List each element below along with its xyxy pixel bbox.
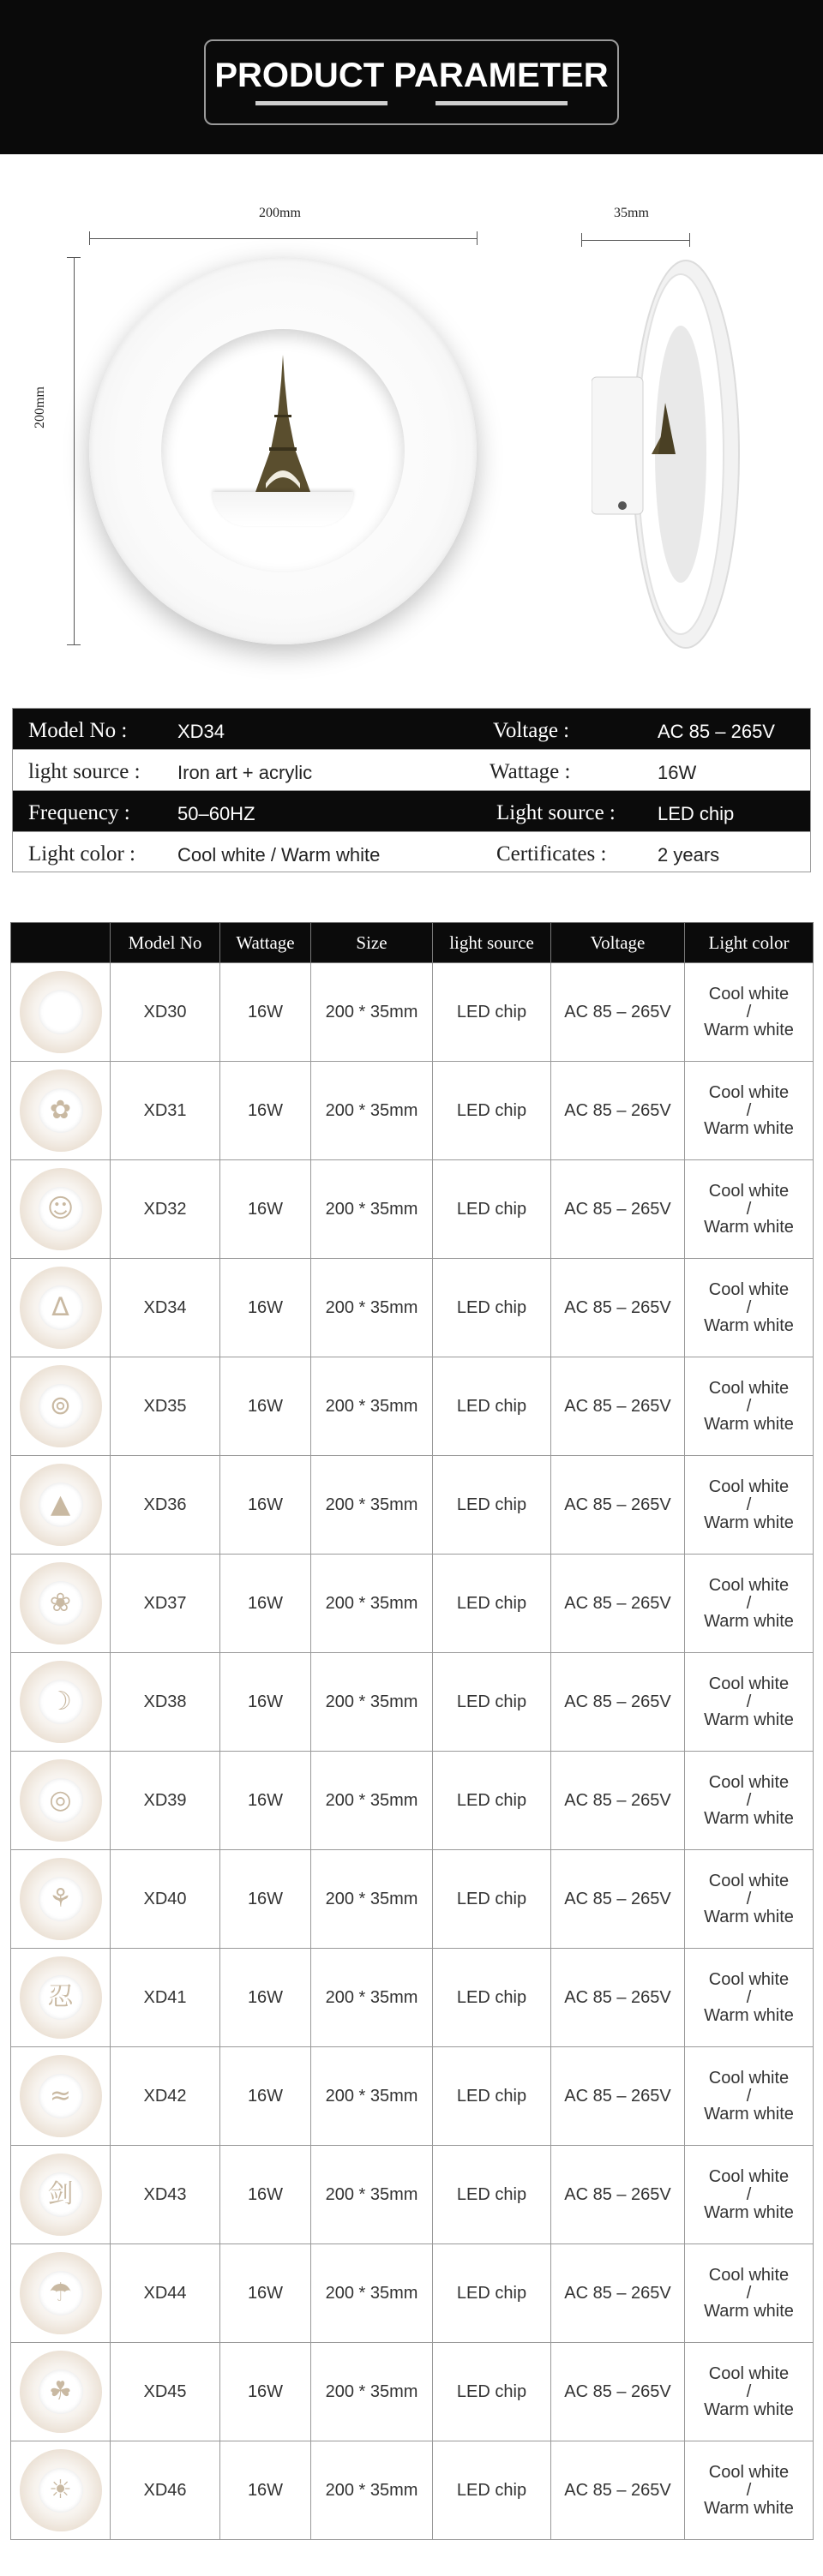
product-thumbnail-cell	[11, 963, 111, 1062]
light-color-bottom: Warm white	[704, 1513, 794, 1532]
wattage-cell: 16W	[220, 1653, 311, 1752]
light-color-bottom: Warm white	[704, 2202, 794, 2222]
voltage-cell: AC 85 – 265V	[551, 1259, 685, 1357]
table-header-row	[11, 923, 814, 963]
light-color-cell	[685, 1850, 814, 1949]
wattage-cell: 16W	[220, 1357, 311, 1456]
eiffel-tower-icon: ∆	[39, 1285, 83, 1330]
light-color-top: Cool white	[708, 1181, 790, 1201]
spec-value: XD34	[177, 721, 225, 742]
size-cell: 200 * 35mm	[311, 1555, 433, 1653]
column-header-voltage: Voltage	[551, 923, 685, 963]
height-tick-bottom	[67, 644, 81, 645]
size-cell: 200 * 35mm	[311, 2146, 433, 2244]
product-thumbnail	[20, 971, 102, 1053]
product-thumbnail-cell	[11, 1949, 111, 2047]
product-thumbnail	[20, 2351, 102, 2433]
table-row	[11, 2244, 814, 2343]
light-color-cell	[685, 1160, 814, 1259]
light-color-separator: /	[746, 1889, 752, 1908]
size-cell: 200 * 35mm	[311, 1259, 433, 1357]
light-color-cell	[685, 1062, 814, 1160]
product-thumbnail-cell	[11, 1653, 111, 1752]
spec-label: Frequency :	[28, 801, 130, 824]
column-header-wattage: Wattage	[220, 923, 311, 963]
plain-circle-icon	[39, 990, 83, 1034]
product-thumbnail-cell	[11, 1357, 111, 1456]
voltage-cell: AC 85 – 265V	[551, 1357, 685, 1456]
light-color-separator: /	[746, 1495, 752, 1514]
depth-dimension-line	[581, 240, 689, 241]
size-cell: 200 * 35mm	[311, 963, 433, 1062]
light-color-top: Cool white	[708, 1772, 790, 1792]
light-source-cell: LED chip	[433, 1259, 551, 1357]
spec-value: 16W	[658, 762, 697, 783]
voltage-cell: AC 85 – 265V	[551, 1752, 685, 1850]
wattage-cell: 16W	[220, 1752, 311, 1850]
light-color-cell	[685, 1456, 814, 1555]
light-color-top: Cool white	[708, 1477, 790, 1496]
width-tick-left	[89, 231, 90, 245]
light-color-separator: /	[746, 1100, 752, 1120]
height-dimension-label: 200mm	[33, 386, 47, 428]
depth-tick-right	[689, 233, 690, 247]
table-row	[11, 1456, 814, 1555]
light-color-top: Cool white	[708, 1378, 790, 1398]
wattage-cell: 16W	[220, 1160, 311, 1259]
model-cell: XD35	[111, 1357, 220, 1456]
spec-label: Voltage :	[493, 719, 570, 742]
spec-label: Model No :	[28, 719, 128, 742]
wattage-cell: 16W	[220, 1062, 311, 1160]
smiley-icon: ☺	[39, 1187, 83, 1231]
product-thumbnail-cell	[11, 1850, 111, 1949]
model-cell: XD40	[111, 1850, 220, 1949]
light-color-top: Cool white	[708, 1082, 790, 1102]
light-color-separator: /	[746, 1593, 752, 1613]
light-color-separator: /	[746, 2480, 752, 2500]
voltage-cell: AC 85 – 265V	[551, 1653, 685, 1752]
wattage-cell: 16W	[220, 1850, 311, 1949]
product-thumbnail	[20, 1858, 102, 1940]
table-row	[11, 1555, 814, 1653]
table-row	[11, 2047, 814, 2146]
light-source-cell: LED chip	[433, 1555, 551, 1653]
voltage-cell: AC 85 – 265V	[551, 1062, 685, 1160]
light-source-cell: LED chip	[433, 1850, 551, 1949]
depth-dimension-label: 35mm	[614, 206, 649, 220]
spec-value: Cool white / Warm white	[177, 844, 381, 866]
light-color-top: Cool white	[708, 2363, 790, 2383]
width-dimension-label: 200mm	[259, 206, 301, 220]
height-dimension-line	[74, 257, 75, 644]
product-thumbnail	[20, 1759, 102, 1842]
light-color-separator: /	[746, 1297, 752, 1317]
light-color-top: Cool white	[708, 1969, 790, 1989]
table-row	[11, 2343, 814, 2441]
light-color-bottom: Warm white	[704, 1611, 794, 1631]
light-color-separator: /	[746, 2184, 752, 2204]
header-banner	[0, 0, 823, 154]
light-color-bottom: Warm white	[704, 2399, 794, 2419]
product-table-body	[11, 963, 814, 2540]
light-color-top: Cool white	[708, 984, 790, 1003]
wattage-cell: 16W	[220, 1949, 311, 2047]
light-source-cell: LED chip	[433, 2244, 551, 2343]
light-source-cell: LED chip	[433, 1949, 551, 2047]
table-row	[11, 2146, 814, 2244]
model-cell: XD31	[111, 1062, 220, 1160]
spec-row	[12, 790, 811, 831]
table-row	[11, 1160, 814, 1259]
wattage-cell: 16W	[220, 1259, 311, 1357]
wattage-cell: 16W	[220, 1456, 311, 1555]
table-row	[11, 1653, 814, 1752]
light-color-cell	[685, 2047, 814, 2146]
waves-icon: ≈	[39, 2074, 83, 2118]
spec-row	[12, 831, 811, 872]
column-header-light-color: Light color	[685, 923, 814, 963]
light-source-cell: LED chip	[433, 1752, 551, 1850]
flower-icon: ✿	[39, 1088, 83, 1133]
product-model-table	[10, 922, 814, 2540]
model-cell: XD41	[111, 1949, 220, 2047]
light-source-cell: LED chip	[433, 1456, 551, 1555]
lamp-shelf	[213, 492, 353, 526]
light-color-cell	[685, 963, 814, 1062]
spec-value: Iron art + acrylic	[177, 762, 313, 783]
light-color-bottom: Warm white	[704, 2301, 794, 2321]
product-thumbnail	[20, 1956, 102, 2039]
voltage-cell: AC 85 – 265V	[551, 1949, 685, 2047]
light-color-bottom: Warm white	[704, 1020, 794, 1039]
voltage-cell: AC 85 – 265V	[551, 1555, 685, 1653]
size-cell: 200 * 35mm	[311, 1160, 433, 1259]
moon-icon: ☽	[39, 1680, 83, 1724]
light-color-bottom: Warm white	[704, 1808, 794, 1828]
product-thumbnail-cell	[11, 2441, 111, 2540]
banner-underline-right	[436, 101, 568, 105]
light-color-separator: /	[746, 1199, 752, 1219]
light-color-cell	[685, 1653, 814, 1752]
light-color-top: Cool white	[708, 1279, 790, 1299]
banner-underline-left	[255, 101, 387, 105]
light-color-bottom: Warm white	[704, 1118, 794, 1138]
table-row	[11, 1062, 814, 1160]
light-color-top: Cool white	[708, 2265, 790, 2285]
spec-row	[12, 749, 811, 790]
light-color-separator: /	[746, 1396, 752, 1416]
voltage-cell: AC 85 – 265V	[551, 2441, 685, 2540]
light-color-separator: /	[746, 1987, 752, 2007]
light-color-top: Cool white	[708, 2068, 790, 2088]
leaf-icon: ❀	[39, 1581, 83, 1626]
wattage-cell: 16W	[220, 1555, 311, 1653]
product-thumbnail	[20, 2252, 102, 2334]
light-color-top: Cool white	[708, 1871, 790, 1890]
voltage-cell: AC 85 – 265V	[551, 2146, 685, 2244]
product-thumbnail	[20, 1365, 102, 1447]
size-cell: 200 * 35mm	[311, 1653, 433, 1752]
model-cell: XD39	[111, 1752, 220, 1850]
light-color-bottom: Warm white	[704, 1710, 794, 1729]
light-color-top: Cool white	[708, 2166, 790, 2186]
spec-label: Wattage :	[490, 760, 571, 783]
light-color-top: Cool white	[708, 2462, 790, 2482]
product-thumbnail-cell	[11, 1555, 111, 1653]
page-title: PRODUCT PARAMETER	[214, 57, 609, 94]
model-cell: XD30	[111, 963, 220, 1062]
table-row	[11, 1752, 814, 1850]
light-source-cell: LED chip	[433, 2343, 551, 2441]
light-color-separator: /	[746, 2086, 752, 2106]
model-cell: XD38	[111, 1653, 220, 1752]
light-color-cell	[685, 2244, 814, 2343]
product-thumbnail-cell	[11, 1062, 111, 1160]
light-source-cell: LED chip	[433, 2441, 551, 2540]
spec-value: LED chip	[658, 803, 735, 824]
product-thumbnail-cell	[11, 2244, 111, 2343]
column-header-size: Size	[311, 923, 433, 963]
product-thumbnail-cell	[11, 1456, 111, 1555]
model-cell: XD44	[111, 2244, 220, 2343]
spec-label: Light source :	[496, 801, 616, 824]
model-cell: XD45	[111, 2343, 220, 2441]
size-cell: 200 * 35mm	[311, 1752, 433, 1850]
voltage-cell: AC 85 – 265V	[551, 1850, 685, 1949]
light-color-bottom: Warm white	[704, 1414, 794, 1434]
product-thumbnail-cell	[11, 1160, 111, 1259]
lamp-inner-ring	[161, 329, 405, 572]
lamp-front-view	[89, 257, 477, 644]
product-thumbnail-cell	[11, 2146, 111, 2244]
product-thumbnail-cell	[11, 1752, 111, 1850]
light-color-cell	[685, 1259, 814, 1357]
light-source-cell: LED chip	[433, 1357, 551, 1456]
size-cell: 200 * 35mm	[311, 1949, 433, 2047]
voltage-cell: AC 85 – 265V	[551, 2343, 685, 2441]
product-thumbnail	[20, 1562, 102, 1644]
light-source-cell: LED chip	[433, 2047, 551, 2146]
light-color-top: Cool white	[708, 1575, 790, 1595]
light-source-cell: LED chip	[433, 2146, 551, 2244]
wattage-cell: 16W	[220, 963, 311, 1062]
spec-row	[12, 708, 811, 749]
light-color-bottom: Warm white	[704, 1907, 794, 1926]
model-cell: XD43	[111, 2146, 220, 2244]
banner-frame	[204, 39, 619, 125]
wattage-cell: 16W	[220, 2146, 311, 2244]
light-color-cell	[685, 1555, 814, 1653]
spec-value: 2 years	[658, 844, 720, 866]
spec-label: Certificates :	[496, 842, 607, 866]
light-color-top: Cool white	[708, 1674, 790, 1693]
height-tick-top	[67, 257, 81, 258]
product-thumbnail	[20, 1168, 102, 1250]
product-thumbnail	[20, 2449, 102, 2531]
product-thumbnail	[20, 1464, 102, 1546]
light-color-cell	[685, 2441, 814, 2540]
light-color-separator: /	[746, 2283, 752, 2303]
table-row	[11, 1259, 814, 1357]
table-row	[11, 1357, 814, 1456]
wattage-cell: 16W	[220, 2047, 311, 2146]
size-cell: 200 * 35mm	[311, 2244, 433, 2343]
table-row	[11, 963, 814, 1062]
voltage-cell: AC 85 – 265V	[551, 963, 685, 1062]
size-cell: 200 * 35mm	[311, 2441, 433, 2540]
chinese-character-ren-icon: 忍	[39, 1975, 83, 2020]
table-row	[11, 1949, 814, 2047]
depth-tick-left	[581, 233, 582, 247]
pyramid-icon: ▲	[39, 1483, 83, 1527]
model-cell: XD34	[111, 1259, 220, 1357]
light-color-cell	[685, 1752, 814, 1850]
size-cell: 200 * 35mm	[311, 2047, 433, 2146]
light-color-bottom: Warm white	[704, 2005, 794, 2025]
product-thumbnail-cell	[11, 2343, 111, 2441]
wattage-cell: 16W	[220, 2343, 311, 2441]
voltage-cell: AC 85 – 265V	[551, 2047, 685, 2146]
spec-table	[12, 708, 811, 872]
model-cell: XD37	[111, 1555, 220, 1653]
light-color-separator: /	[746, 1790, 752, 1810]
light-color-separator: /	[746, 1692, 752, 1711]
wattage-cell: 16W	[220, 2441, 311, 2540]
chinese-character-jian-icon: 剑	[39, 2172, 83, 2217]
column-header-model: Model No	[111, 923, 220, 963]
size-cell: 200 * 35mm	[311, 1456, 433, 1555]
product-thumbnail	[20, 1267, 102, 1349]
lamp-side-view	[592, 257, 742, 651]
light-source-cell: LED chip	[433, 1062, 551, 1160]
deer-icon: ⚘	[39, 1877, 83, 1921]
table-row	[11, 1850, 814, 1949]
light-color-separator: /	[746, 1002, 752, 1021]
sun-icon: ☀	[39, 2468, 83, 2513]
light-color-cell	[685, 1357, 814, 1456]
product-thumbnail-cell	[11, 2047, 111, 2146]
product-thumbnail	[20, 2154, 102, 2236]
model-cell: XD46	[111, 2441, 220, 2540]
spec-value: 50–60HZ	[177, 803, 255, 824]
voltage-cell: AC 85 – 265V	[551, 1160, 685, 1259]
voltage-cell: AC 85 – 265V	[551, 1456, 685, 1555]
product-thumbnail	[20, 1069, 102, 1152]
light-color-separator: /	[746, 2381, 752, 2401]
product-thumbnail	[20, 2055, 102, 2137]
light-color-cell	[685, 2146, 814, 2244]
light-color-cell	[685, 2343, 814, 2441]
light-color-bottom: Warm white	[704, 2498, 794, 2518]
umbrella-icon: ☂	[39, 2271, 83, 2315]
light-color-bottom: Warm white	[704, 1315, 794, 1335]
width-dimension-line	[89, 238, 477, 239]
wattage-cell: 16W	[220, 2244, 311, 2343]
product-thumbnail	[20, 1661, 102, 1743]
width-tick-right	[477, 231, 478, 245]
light-source-cell: LED chip	[433, 963, 551, 1062]
globe-icon: ◎	[39, 1778, 83, 1823]
voltage-cell: AC 85 – 265V	[551, 2244, 685, 2343]
model-cell: XD36	[111, 1456, 220, 1555]
spec-label: Light color :	[28, 842, 135, 866]
table-row	[11, 2441, 814, 2540]
column-header-image	[11, 923, 111, 963]
size-cell: 200 * 35mm	[311, 1850, 433, 1949]
size-cell: 200 * 35mm	[311, 1062, 433, 1160]
light-color-bottom: Warm white	[704, 1217, 794, 1237]
light-color-cell	[685, 1949, 814, 2047]
column-header-light-source: light source	[433, 923, 551, 963]
light-source-cell: LED chip	[433, 1160, 551, 1259]
model-cell: XD32	[111, 1160, 220, 1259]
plant-icon: ☘	[39, 2369, 83, 2414]
ring-dots-icon: ⊚	[39, 1384, 83, 1429]
size-cell: 200 * 35mm	[311, 2343, 433, 2441]
light-source-cell: LED chip	[433, 1653, 551, 1752]
spec-label: light source :	[28, 760, 141, 783]
light-color-bottom: Warm white	[704, 2104, 794, 2124]
size-cell: 200 * 35mm	[311, 1357, 433, 1456]
spec-value: AC 85 – 265V	[658, 721, 775, 742]
model-cell: XD42	[111, 2047, 220, 2146]
product-thumbnail-cell	[11, 1259, 111, 1357]
